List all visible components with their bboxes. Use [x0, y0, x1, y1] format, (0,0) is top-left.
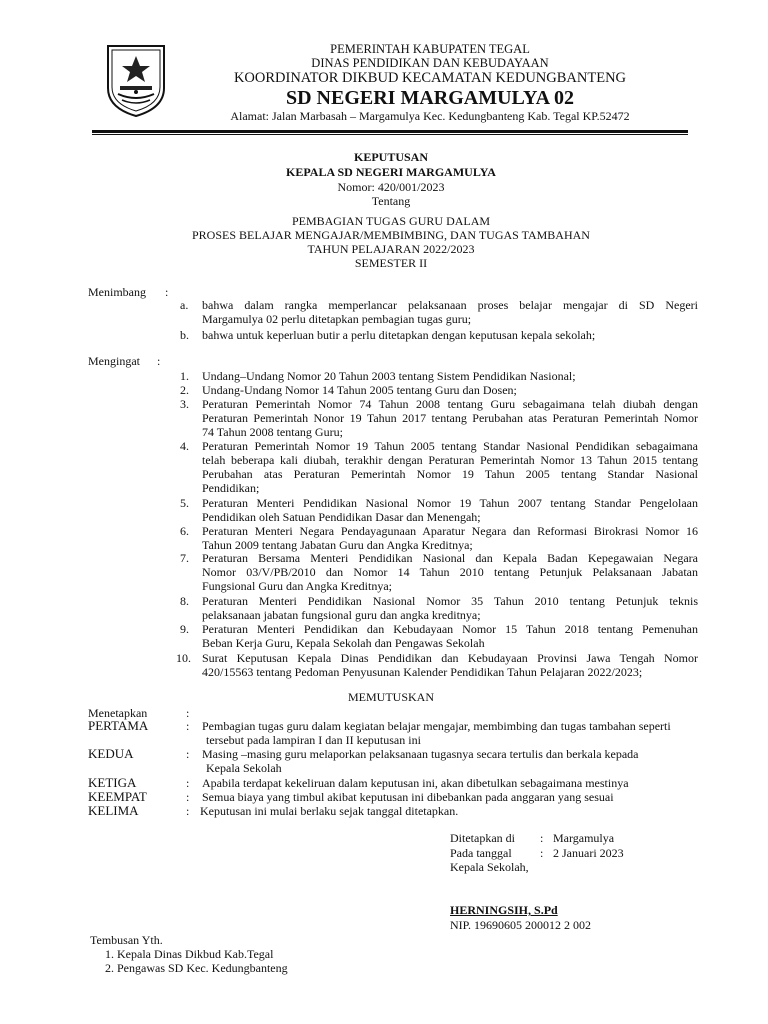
- signature-date-value: 2 Januari 2023: [553, 846, 624, 860]
- menimbang-marker: a.: [180, 298, 189, 312]
- mengingat-item: Peraturan Pemerintah Nomor 19 Tahun 2005 tentang Standar Nasional Pendidikan sebagaimana telah beberapa kali diubah, terakhir dengan Peraturan Pemerintah Nomor 13 Tahun 2015 tentang Perubahan atas Peraturan Pemerintah Nomor 19 Tahun 2005 tentang Standar Nasional Pendidikan;: [202, 439, 698, 495]
- menimbang-label: Menimbang: [88, 285, 146, 299]
- signature-date-colon: :: [540, 846, 544, 860]
- signatory-nip: NIP. 19690605 200012 2 002: [450, 918, 592, 932]
- doc-subject-2: PROSES BELAJAR MENGAJAR/MEMBIMBING, DAN TUGAS TAMBAHAN: [192, 228, 590, 242]
- mengingat-item: Undang-Undang Nomor 14 Tahun 2005 tentang Guru dan Dosen;: [202, 383, 517, 397]
- decision-label-keempat: KEEMPAT: [88, 789, 147, 804]
- doc-issuer: KEPALA SD NEGERI MARGAMULYA: [286, 165, 496, 179]
- mengingat-item: Peraturan Menteri Pendidikan Nasional Nomor 35 Tahun 2010 tentang Petunjuk teknis pelaksanaan jabatan fungsional guru dan angka kreditnya;: [202, 594, 698, 622]
- mengingat-item: Peraturan Menteri Pendidikan Nasional Nomor 19 Tahun 2007 tentang Standar Pengelolaan Pendidikan oleh Satuan Pendidikan Dasar dan Menengah;: [202, 496, 698, 524]
- decision-colon: :: [186, 776, 190, 790]
- tembusan-item: 1. Kepala Dinas Dikbud Kab.Tegal: [105, 947, 274, 961]
- mengingat-marker: 5.: [180, 496, 189, 510]
- menimbang-item: bahwa untuk keperluan butir a perlu ditetapkan dengan keputusan kepala sekolah;: [202, 328, 596, 342]
- signature-place-value: Margamulya: [553, 831, 615, 845]
- doc-subject-3: TAHUN PELAJARAN 2022/2023: [307, 242, 475, 256]
- header-coordinator: KOORDINATOR DIKBUD KECAMATAN KEDUNGBANTENG: [233, 70, 627, 86]
- decision-label-ketiga: KETIGA: [88, 775, 137, 790]
- decision-label-kedua: KEDUA: [88, 746, 134, 761]
- decision-label-pertama: PERTAMA: [88, 718, 149, 733]
- decision-text-kedua: Masing –masing guru melaporkan pelaksanaan tugasnya secara tertulis dan berkala kepada Kepala Sekolah: [202, 747, 639, 775]
- mengingat-marker: 3.: [180, 397, 189, 411]
- regency-logo: [104, 42, 168, 118]
- mengingat-colon: :: [157, 354, 161, 368]
- mengingat-item: Surat Keputusan Kepala Dinas Pendidikan dan Kebudayaan Provinsi Jawa Tengah Nomor 420/15563 tentang Pedoman Penyusunan Kalender Pendidikan Tahun Pelajaran 2022/2023;: [202, 651, 698, 679]
- signature-date-label: Pada tanggal: [450, 846, 512, 860]
- menimbang-colon: :: [165, 285, 169, 299]
- doc-title: KEPUTUSAN: [353, 150, 428, 164]
- mengingat-item: Peraturan Menteri Pendidikan dan Kebudayaan Nomor 15 Tahun 2018 tentang Pemenuhan Beban Kerja Guru, Kepala Sekolah dan Pengawas Sekolah: [202, 622, 698, 650]
- signature-place-colon: :: [540, 831, 544, 845]
- tembusan-item: 2. Pengawas SD Kec. Kedungbanteng: [105, 961, 288, 975]
- doc-subject-4: SEMESTER II: [354, 256, 428, 270]
- header-address: Alamat: Jalan Marbasah – Margamulya Kec. Kedungbanteng Kab. Tegal KP.52472: [230, 109, 630, 123]
- menetapkan-colon: :: [186, 706, 190, 720]
- mengingat-marker: 8.: [180, 594, 189, 608]
- mengingat-label: Mengingat: [88, 354, 140, 368]
- doc-subject-1: PEMBAGIAN TUGAS GURU DALAM: [291, 214, 491, 228]
- decision-text-keempat: Semua biaya yang timbul akibat keputusan ini dibebankan pada anggaran yang sesuai: [202, 790, 614, 804]
- doc-number: Nomor: 420/001/2023: [337, 180, 445, 194]
- mengingat-item: Peraturan Bersama Menteri Pendidikan Nasional dan Kepala Badan Kepegawaian Negara Nomor 03/V/PB/2010 dan Nomor 14 Tahun 2010 tentang Petunjuk Pelaksanaan Jabatan Fungsional Guru dan Angka Kreditnya;: [202, 551, 698, 593]
- mengingat-item: Peraturan Pemerintah Nomor 74 Tahun 2008 tentang Guru sebagaimana telah diubah dengan Peraturan Pemerintah Nonor 19 Tahun 2017 tentang Perubahan atas Peraturan Pemerintah Nomor 74 Tahun 2008 tentang Guru;: [202, 397, 698, 439]
- menetapkan-label: Menetapkan: [88, 706, 148, 720]
- menimbang-marker: b.: [180, 328, 189, 342]
- decision-text-ketiga: Apabila terdapat kekeliruan dalam keputusan ini, akan dibetulkan sebagaimana mestinya: [202, 776, 629, 790]
- signature-place-label: Ditetapkan di: [450, 831, 515, 845]
- decision-label-kelima: KELIMA: [88, 803, 139, 818]
- signature-role: Kepala Sekolah,: [450, 860, 529, 874]
- header-department: DINAS PENDIDIKAN DAN KEBUDAYAAN: [311, 56, 549, 70]
- decision-text-kelima: Keputusan ini mulai berlaku sejak tanggal ditetapkan.: [200, 804, 459, 818]
- decision-colon: :: [186, 804, 190, 818]
- memutuskan-heading: MEMUTUSKAN: [347, 690, 434, 704]
- menimbang-item: bahwa dalam rangka memperlancar pelaksanaan proses belajar mengajar di SD Negeri Margamulya 02 perlu ditetapkan pembagian tugas guru;: [202, 298, 698, 326]
- header-rule-thick: [92, 130, 688, 133]
- doc-tentang: Tentang: [371, 194, 411, 208]
- header-government: PEMERINTAH KABUPATEN TEGAL: [330, 42, 530, 56]
- header-school-name: SD NEGERI MARGAMULYA 02: [285, 87, 574, 109]
- header-rule-thin: [92, 134, 688, 135]
- mengingat-marker: 2.: [180, 383, 189, 397]
- signatory-name: HERNINGSIH, S.Pd: [450, 903, 558, 917]
- mengingat-marker: 10.: [176, 651, 191, 665]
- decision-colon: :: [186, 719, 190, 733]
- mengingat-item: Undang–Undang Nomor 20 Tahun 2003 tentang Sistem Pendidikan Nasional;: [202, 369, 576, 383]
- mengingat-marker: 1.: [180, 369, 189, 383]
- mengingat-marker: 6.: [180, 524, 189, 538]
- decision-text-pertama: Pembagian tugas guru dalam kegiatan belajar mengajar, membimbing dan tugas tambahan seperti tersebut pada lampiran I dan II keputusan ini: [202, 719, 671, 747]
- mengingat-marker: 9.: [180, 622, 189, 636]
- mengingat-item: Peraturan Menteri Negara Pendayagunaan Aparatur Negara dan Reformasi Birokrasi Nomor 16 Tahun 2009 tentang Jabatan Guru dan Angka Kreditnya;: [202, 524, 698, 552]
- mengingat-marker: 4.: [180, 439, 189, 453]
- decision-colon: :: [186, 747, 190, 761]
- mengingat-marker: 7.: [180, 551, 189, 565]
- tembusan-label: Tembusan Yth.: [90, 933, 163, 947]
- decision-colon: :: [186, 790, 190, 804]
